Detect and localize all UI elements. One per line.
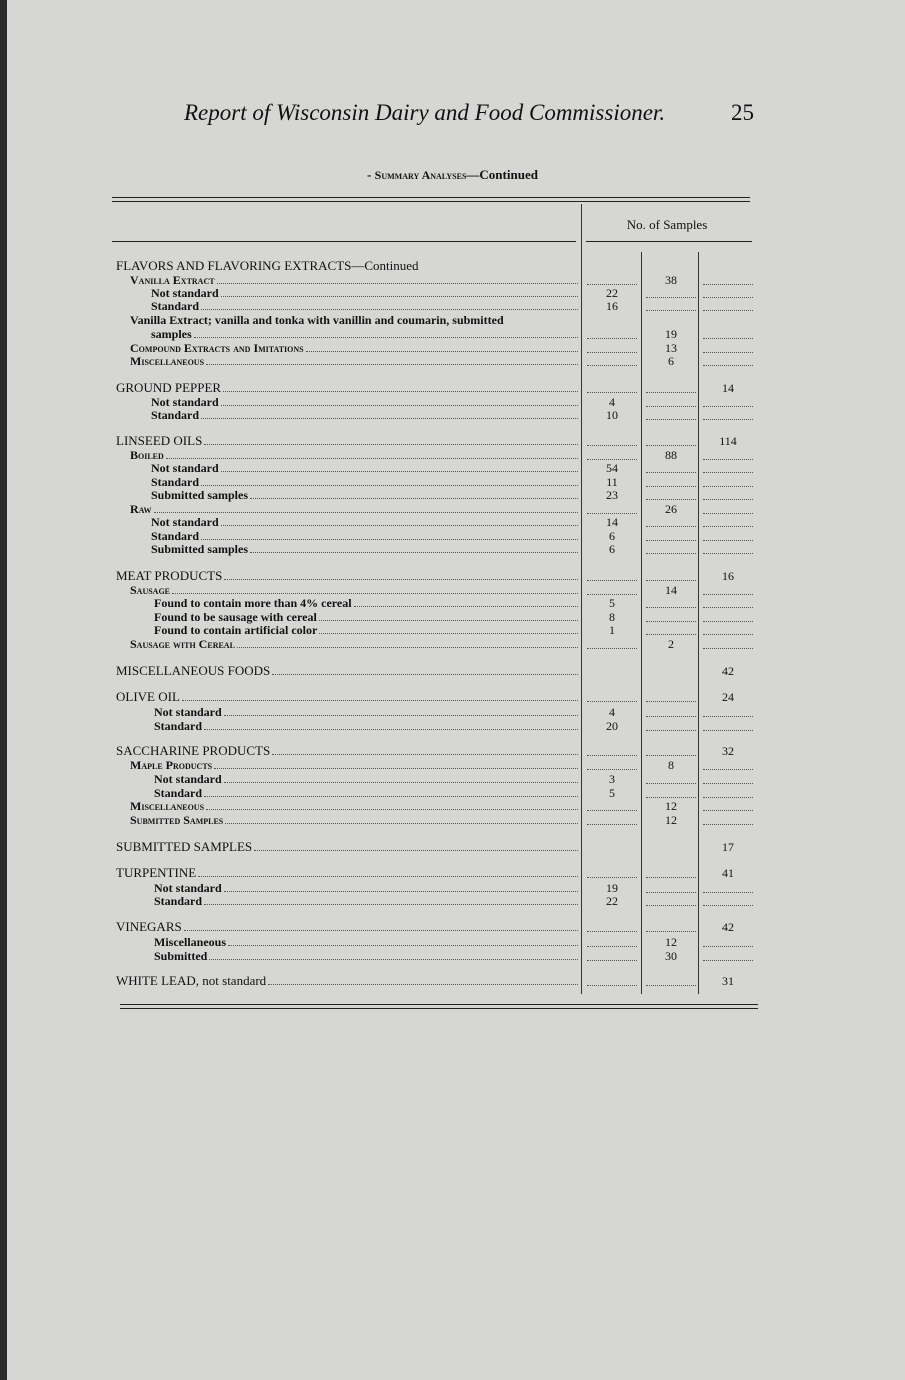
cell-leader-dots (646, 596, 696, 608)
cell-value: 5 (609, 596, 615, 610)
row-label: Submitted (154, 949, 208, 963)
leader-dots (319, 610, 578, 621)
table-row (0, 813, 905, 827)
row-label: Not standard (154, 705, 222, 719)
leader-dots (204, 786, 578, 797)
leader-dots (237, 637, 578, 648)
leader-dots (224, 881, 578, 892)
row-label: Compound Extracts and Imitations (130, 341, 304, 355)
cell-leader-dots (587, 690, 637, 702)
table-row (0, 434, 905, 448)
row-label: Standard (154, 786, 203, 800)
cell-value: 8 (609, 610, 615, 624)
leader-dots (217, 273, 578, 284)
leader-dots (201, 475, 578, 486)
cell-value: 14 (606, 515, 618, 529)
cell-leader-dots (587, 381, 637, 393)
leader-dots (198, 866, 578, 877)
cell-leader-dots (703, 395, 753, 407)
cell-leader-dots (646, 920, 696, 932)
cell-value: 1 (609, 623, 615, 637)
table-row (0, 461, 905, 475)
cell-leader-dots (646, 299, 696, 311)
leader-dots (201, 529, 578, 540)
leader-dots (272, 744, 578, 755)
row-label: Miscellaneous (130, 799, 205, 813)
row-label: MEAT PRODUCTS (116, 568, 223, 583)
row-label: WHITE LEAD, not standard (116, 973, 267, 988)
row-label: Standard (151, 408, 200, 422)
leader-dots (224, 705, 578, 716)
column-header: No. of Samples (626, 217, 708, 232)
table-row (0, 799, 905, 813)
row-label: Not standard (154, 881, 222, 895)
cell-value: 12 (665, 799, 677, 813)
cell-leader-dots (703, 488, 753, 500)
row-label: TURPENTINE (116, 865, 197, 880)
cell-value: 5 (609, 786, 615, 800)
table-row (0, 719, 905, 733)
table-row (0, 542, 905, 556)
leader-dots (224, 772, 578, 783)
cell-leader-dots (703, 273, 753, 285)
cell-value: 24 (722, 690, 734, 704)
cell-leader-dots (646, 866, 696, 878)
row-label: Not standard (154, 772, 222, 786)
row-label: Not standard (151, 461, 219, 475)
bottom-rule-2 (120, 1008, 758, 1009)
table-row (0, 935, 905, 949)
row-label: Vanilla Extract; vanilla and tonka with vanillin and coumarin, submitted (130, 313, 504, 327)
row-label: SUBMITTED SAMPLES (116, 839, 253, 854)
table-row (0, 381, 905, 395)
table-row (0, 488, 905, 502)
cell-value: 14 (665, 583, 677, 597)
table-row (0, 949, 905, 963)
table-row (0, 299, 905, 313)
table-row (0, 705, 905, 719)
leader-dots (319, 623, 578, 634)
cell-leader-dots (646, 395, 696, 407)
cell-leader-dots (703, 637, 753, 649)
cell-value: 3 (609, 772, 615, 786)
table-row (0, 690, 905, 704)
leader-dots (206, 354, 578, 365)
cell-leader-dots (646, 786, 696, 798)
cell-leader-dots (703, 529, 753, 541)
table-row (0, 408, 905, 422)
cell-leader-dots (646, 569, 696, 581)
leader-dots (209, 949, 578, 960)
cell-leader-dots (646, 719, 696, 731)
row-label: Standard (154, 894, 203, 908)
leader-dots (221, 395, 578, 406)
cell-leader-dots (703, 935, 753, 947)
row-label: Submitted samples (151, 488, 249, 502)
cell-value: 38 (665, 273, 677, 287)
cell-leader-dots (646, 744, 696, 756)
cell-leader-dots (587, 273, 637, 285)
table-row (0, 327, 905, 341)
cell-leader-dots (703, 610, 753, 622)
cell-leader-dots (703, 408, 753, 420)
table-row (0, 772, 905, 786)
table-row (0, 610, 905, 624)
cell-leader-dots (703, 799, 753, 811)
cell-value: 12 (665, 935, 677, 949)
leader-dots (182, 690, 578, 701)
table-row (0, 894, 905, 908)
leader-dots (225, 813, 578, 824)
cell-value: 30 (665, 949, 677, 963)
cell-leader-dots (646, 286, 696, 298)
row-label: Standard (151, 529, 200, 543)
row-label: GROUND PEPPER (116, 380, 222, 395)
table-row (0, 341, 905, 355)
table-row (0, 840, 905, 854)
cell-value: 54 (606, 461, 618, 475)
leader-dots (228, 935, 578, 946)
cell-value: 19 (606, 881, 618, 895)
cell-leader-dots (703, 448, 753, 460)
table-row (0, 583, 905, 597)
running-title: Report of Wisconsin Dairy and Food Commissioner. (184, 100, 666, 125)
cell-leader-dots (587, 637, 637, 649)
row-label: Found to contain more than 4% cereal (154, 596, 352, 610)
cell-value: 26 (665, 502, 677, 516)
cell-value: 88 (665, 448, 677, 462)
cell-leader-dots (703, 596, 753, 608)
cell-value: 12 (665, 813, 677, 827)
table-row (0, 395, 905, 409)
caption-caps: Summary Analyses (374, 168, 467, 182)
table-row (0, 286, 905, 300)
row-label: Not standard (151, 395, 219, 409)
cell-leader-dots (587, 502, 637, 514)
row-label: samples (151, 327, 192, 341)
cell-value: 8 (668, 758, 674, 772)
cell-value: 14 (722, 381, 734, 395)
leader-dots (221, 286, 578, 297)
table-row (0, 920, 905, 934)
row-label: Standard (151, 299, 200, 313)
page-number: 25 (731, 100, 754, 125)
cell-leader-dots (703, 758, 753, 770)
leader-dots (206, 799, 578, 810)
cell-leader-dots (587, 799, 637, 811)
cell-value: 19 (665, 327, 677, 341)
cell-value: 22 (606, 286, 618, 300)
table-row (0, 313, 905, 327)
cell-value: 6 (609, 529, 615, 543)
row-label: Maple Products (130, 758, 213, 772)
cell-value: 41 (722, 866, 734, 880)
row-label: Sausage (130, 583, 171, 597)
table-row (0, 529, 905, 543)
leader-dots (272, 664, 578, 675)
leader-dots (154, 502, 578, 513)
row-label: FLAVORS AND FLAVORING EXTRACTS—Continued (116, 258, 419, 273)
cell-leader-dots (703, 719, 753, 731)
cell-leader-dots (646, 408, 696, 420)
cell-leader-dots (587, 448, 637, 460)
caption-suffix: —Continued (466, 167, 538, 182)
row-label: Miscellaneous (130, 354, 205, 368)
cell-leader-dots (646, 894, 696, 906)
table-row (0, 596, 905, 610)
leader-dots (201, 299, 578, 310)
row-label: Boiled (130, 448, 164, 462)
table-row (0, 744, 905, 758)
cell-leader-dots (703, 772, 753, 784)
row-label: Submitted Samples (130, 813, 224, 827)
table-row (0, 786, 905, 800)
cell-leader-dots (587, 758, 637, 770)
table-row (0, 974, 905, 988)
cell-value: 6 (609, 542, 615, 556)
cell-value: 10 (606, 408, 618, 422)
cell-leader-dots (703, 813, 753, 825)
cell-leader-dots (646, 974, 696, 986)
leader-dots (254, 840, 578, 851)
cell-leader-dots (587, 354, 637, 366)
row-label: Standard (151, 475, 200, 489)
cell-value: 16 (606, 299, 618, 313)
table-row (0, 448, 905, 462)
leader-dots (194, 327, 578, 338)
leader-dots (250, 488, 578, 499)
cell-value: 42 (722, 920, 734, 934)
cell-leader-dots (646, 529, 696, 541)
table-row (0, 664, 905, 678)
leader-dots (214, 758, 578, 769)
row-label: Standard (154, 719, 203, 733)
cell-value: 23 (606, 488, 618, 502)
cell-value: 20 (606, 719, 618, 733)
leader-dots (223, 381, 578, 392)
cell-leader-dots (703, 705, 753, 717)
cell-leader-dots (587, 341, 637, 353)
leader-dots (172, 583, 578, 594)
row-label: OLIVE OIL (116, 689, 180, 704)
cell-leader-dots (703, 583, 753, 595)
cell-leader-dots (587, 974, 637, 986)
row-label: SACCHARINE PRODUCTS (116, 743, 271, 758)
leader-dots (221, 515, 578, 526)
cell-value: 2 (668, 637, 674, 651)
table-row (0, 259, 905, 273)
row-label: MISCELLANEOUS FOODS (116, 663, 271, 678)
row-label: Miscellaneous (154, 935, 226, 949)
cell-leader-dots (587, 434, 637, 446)
row-label: Sausage with Cereal (130, 637, 235, 651)
cell-value: 17 (722, 840, 734, 854)
cell-leader-dots (703, 354, 753, 366)
table-row (0, 758, 905, 772)
table-row (0, 515, 905, 529)
cell-value: 16 (722, 569, 734, 583)
cell-leader-dots (703, 502, 753, 514)
cell-leader-dots (703, 515, 753, 527)
row-label: Vanilla Extract (130, 273, 215, 287)
table-row (0, 623, 905, 637)
table-row (0, 273, 905, 287)
cell-leader-dots (646, 542, 696, 554)
cell-leader-dots (703, 949, 753, 961)
row-label: Found to contain artificial color (154, 623, 318, 637)
row-label: VINEGARS (116, 919, 182, 934)
cell-leader-dots (703, 299, 753, 311)
cell-value: 22 (606, 894, 618, 908)
table-row (0, 502, 905, 516)
cell-leader-dots (646, 881, 696, 893)
table-row (0, 569, 905, 583)
cell-leader-dots (703, 475, 753, 487)
cell-value: 32 (722, 744, 734, 758)
cell-value: 13 (665, 341, 677, 355)
cell-value: 6 (668, 354, 674, 368)
cell-leader-dots (703, 881, 753, 893)
cell-leader-dots (703, 341, 753, 353)
cell-value: 4 (609, 705, 615, 719)
cell-leader-dots (587, 935, 637, 947)
leader-dots (354, 596, 578, 607)
cell-leader-dots (587, 920, 637, 932)
cell-leader-dots (587, 569, 637, 581)
leader-dots (184, 920, 578, 931)
cell-value: 4 (609, 395, 615, 409)
cell-leader-dots (646, 434, 696, 446)
table-row (0, 354, 905, 368)
cell-leader-dots (703, 286, 753, 298)
cell-leader-dots (587, 583, 637, 595)
row-label: Submitted samples (151, 542, 249, 556)
cell-leader-dots (703, 542, 753, 554)
cell-leader-dots (646, 705, 696, 717)
cell-leader-dots (703, 894, 753, 906)
cell-value: 114 (719, 434, 737, 448)
row-label: Raw (130, 502, 152, 516)
cell-leader-dots (703, 786, 753, 798)
cell-leader-dots (587, 327, 637, 339)
leader-dots (166, 448, 578, 459)
cell-leader-dots (646, 610, 696, 622)
leader-dots (204, 719, 578, 730)
row-label: Not standard (151, 515, 219, 529)
leader-dots (201, 408, 578, 419)
leader-dots (204, 894, 578, 905)
cell-leader-dots (646, 623, 696, 635)
row-label: Not standard (151, 286, 219, 300)
cell-leader-dots (587, 866, 637, 878)
table-row (0, 881, 905, 895)
cell-leader-dots (587, 813, 637, 825)
cell-value: 11 (606, 475, 618, 489)
cell-value: 42 (722, 664, 734, 678)
table-row (0, 475, 905, 489)
cell-leader-dots (646, 475, 696, 487)
row-label: LINSEED OILS (116, 433, 203, 448)
table-row (0, 866, 905, 880)
cell-leader-dots (587, 949, 637, 961)
leader-dots (204, 434, 578, 445)
table-row (0, 637, 905, 651)
cell-leader-dots (646, 461, 696, 473)
cell-leader-dots (703, 461, 753, 473)
leader-dots (221, 461, 578, 472)
bottom-rule-1 (120, 1004, 758, 1005)
cell-leader-dots (703, 327, 753, 339)
cell-leader-dots (646, 381, 696, 393)
cell-leader-dots (646, 515, 696, 527)
leader-dots (250, 542, 578, 553)
cell-leader-dots (703, 623, 753, 635)
leader-dots (224, 569, 578, 580)
cell-value: 31 (722, 974, 734, 988)
row-label: Found to be sausage with cereal (154, 610, 317, 624)
cell-leader-dots (587, 744, 637, 756)
cell-leader-dots (646, 488, 696, 500)
cell-leader-dots (646, 690, 696, 702)
leader-dots (306, 341, 578, 352)
leader-dots (268, 974, 578, 985)
cell-leader-dots (646, 772, 696, 784)
caption-dash: - (367, 167, 372, 182)
